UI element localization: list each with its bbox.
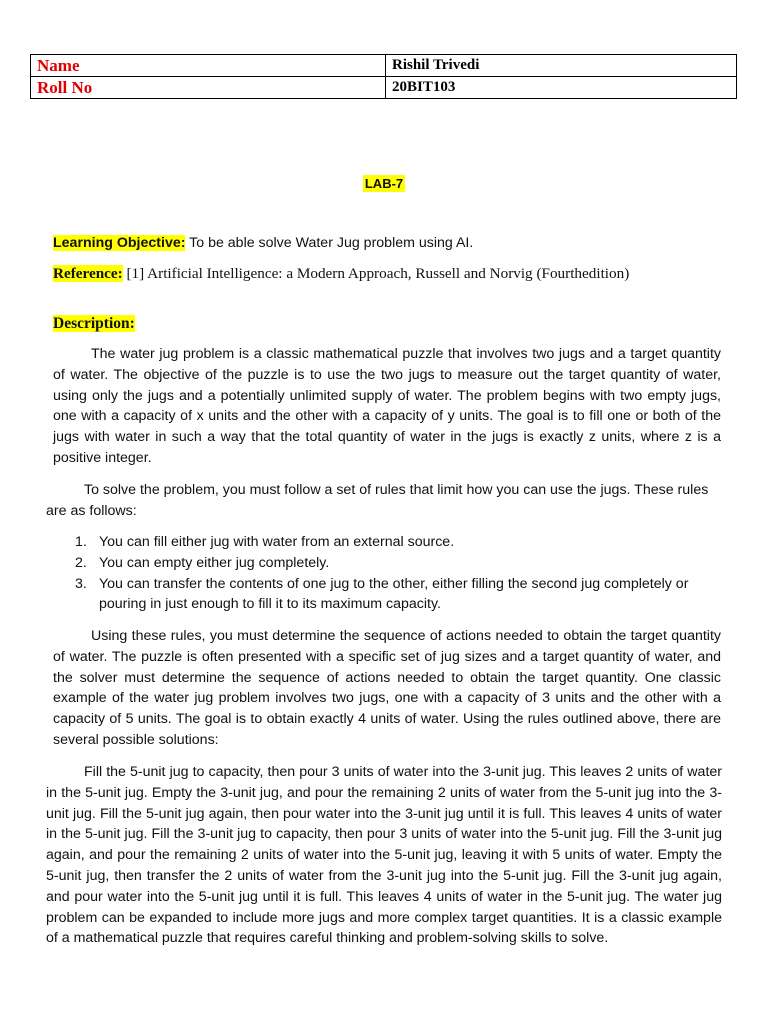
description-heading — [53, 315, 135, 333]
paragraph-intro: The water jug problem is a classic mathematical puzzle that involves two jugs and a target quantity of water. The objective of the puzzle is to use the two jugs to measure out the target quantity of water, using only the jugs and a potentially unlimited supply of water. The problem begins with two empty jugs, one with a capacity of x units and the other with a capacity of y units. The goal is to fill one or both of the jugs with water in such a way that the total quantity of water in the jugs is exactly z units, where z is a positive integer. — [53, 346, 721, 466]
list-item — [75, 553, 725, 574]
list-item-text: You can empty either jug completely. — [99, 554, 330, 571]
name-row — [31, 55, 737, 77]
list-item-number: 2. — [75, 554, 87, 571]
paragraph-example: Using these rules, you must determine the sequence of actions needed to obtain the target quantity of water. The puzzle is often presented with a specific set of jug sizes and a target quantity of water, and the solver must determine the sequence of actions needed to obtain the target quantity. One classic example of the water jug problem involves two jugs, one with a capacity of 3 units and the other with a capacity of 5 units. The goal is to obtain exactly 4 units of water. Using the rules outlined above, there are several possible solutions: — [53, 628, 721, 748]
objective-label: Learning Objective: — [53, 235, 186, 251]
list-item-text: You can transfer the contents of one jug to the other, either filling the second jug completely or pouring in just enough to fill it to its maximum capacity. — [99, 575, 689, 613]
rules-list — [75, 532, 725, 615]
roll-value: 20BIT103 — [386, 77, 737, 99]
reference-text: [1] Artificial Intelligence: a Modern Approach, Russell and Norvig (Fourthedition) — [122, 265, 630, 282]
paragraph-solution: Fill the 5-unit jug to capacity, then pour 3 units of water into the 3-unit jug. This leaves 2 units of water in the 5-unit jug. Empty the 3-unit jug, and pour the remaining 2 units of water from the 5-unit jug into the 3-unit jug. Fill the 5-unit jug again, then pour water into the 3-unit jug until it is full. This leaves 4 units of water in the 5-unit jug. Fill the 3-unit jug to capacity, then pour 3 units of water into the 5-unit jug. Fill the 3-unit jug again, and pour the remaining 2 units of water into the 5-unit jug, leaving it with 5 units of water. Empty the 5-unit jug, then transfer the 2 units of water from the 3-unit jug into the 5-unit jug. Fill the 3-unit jug again, and pour water into the 5-unit jug until it is full. This leaves 4 units of water in the 5-unit jug. The water jug problem can be expanded to include more jugs and more complex target quantities. It is a classic example of a mathematical puzzle that requires careful thinking and problem-solving skills to solve. — [46, 764, 722, 947]
lab-title-text: LAB-7 — [364, 176, 404, 191]
lab-title — [0, 175, 768, 193]
reference — [53, 265, 629, 283]
list-item — [75, 532, 725, 553]
list-item — [75, 574, 725, 616]
description-label: Description: — [53, 315, 135, 332]
name-label: Name — [31, 55, 386, 77]
student-info-table — [30, 54, 737, 99]
learning-objective — [53, 235, 473, 251]
roll-label: Roll No — [31, 77, 386, 99]
roll-row — [31, 77, 737, 99]
paragraph-rules-intro: To solve the problem, you must follow a set of rules that limit how you can use the jugs. These rules are as follows: — [46, 482, 709, 519]
objective-text: To be able solve Water Jug problem using AI. — [185, 235, 474, 251]
reference-label: Reference: — [53, 265, 123, 282]
list-item-number: 3. — [75, 575, 87, 592]
list-item-number: 1. — [75, 534, 87, 550]
name-value: Rishil Trivedi — [386, 55, 737, 77]
list-item-text: You can fill either jug with water from an external source. — [99, 534, 455, 550]
